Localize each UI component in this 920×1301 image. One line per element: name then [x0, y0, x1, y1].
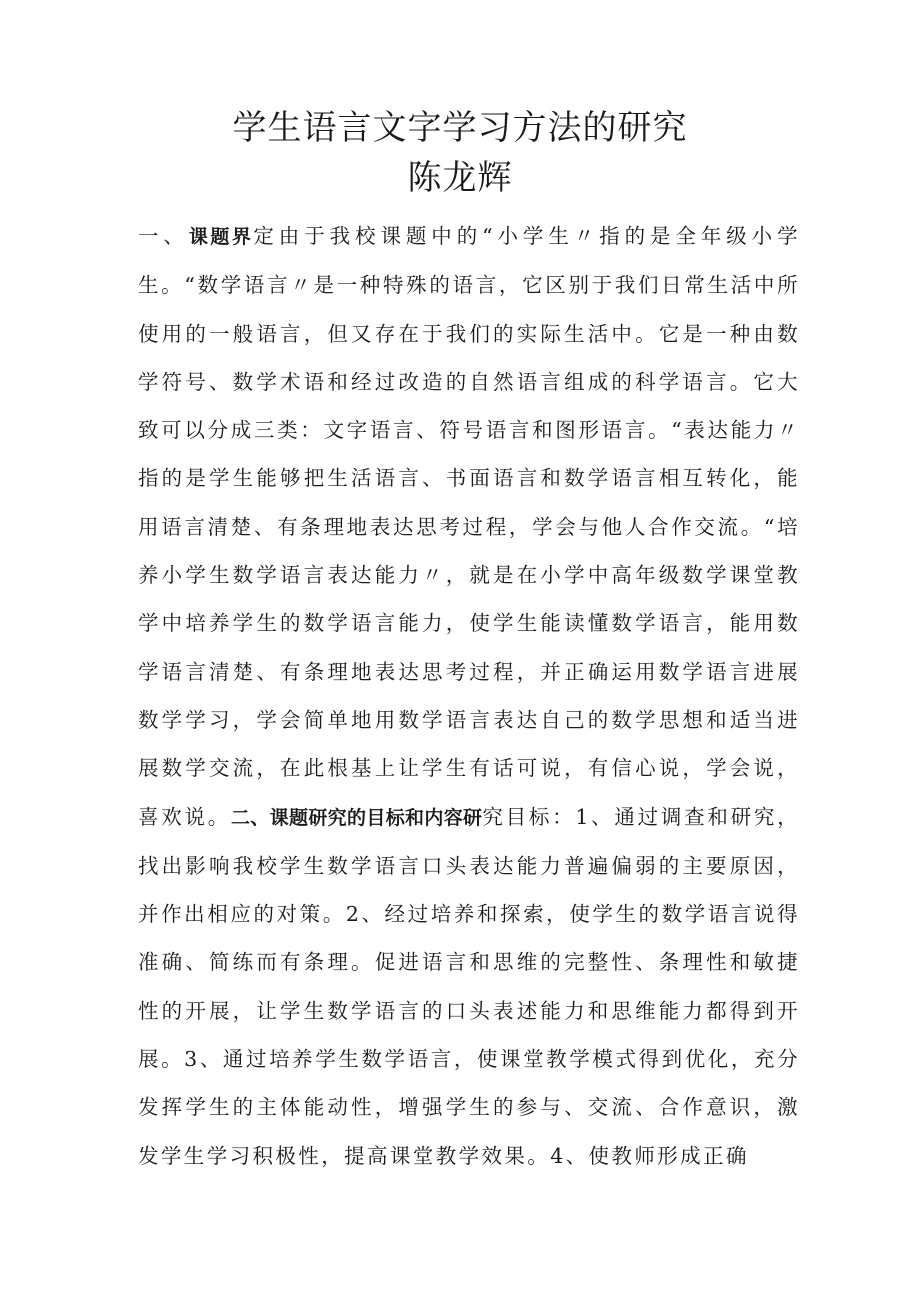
body-text: 究目标：1、通过调查和研究，找出影响我校学生数学语言口头表达能力普遍偏弱的主要原因，并作出相应的对策。2、经过培养和探索，使学生的数学语言说得准确、简练而有条理。促进语言和思维的完整性、条理性和敏捷性的开展，让学生数学语言的口头表述能力和思维能力都得到开展。3、通过培养学生数学语言，使课堂教学模式得到优化，充分发挥学生的主体能动性，增强学生的参与、交流、合作意识，激发学生学习积极性，提高课堂教学效果。4、使教师形成正确: [138, 804, 800, 1168]
author-name: 陈龙辉: [407, 158, 513, 198]
document-title: 学生语言文字学习方法的研究: [232, 108, 688, 148]
body-paragraph: [138, 212, 800, 1180]
section-heading-goals: 二、课题研究的目标和内容研: [230, 806, 483, 829]
section-heading-definition: 课题界: [188, 226, 254, 248]
body-text: 定由于我校课题中的“小学生〃指的是全年级小学生。“数学语言〃是一种特殊的语言，它区别于我们日常生活中所使用的一般语言，但又存在于我们的实际生活中。它是一种由数学符号、数学术语和经过改造的自然语言组成的科学语言。它大致可以分成三类：文字语言、符号语言和图形语言。“表达能力〃指的是学生能够把生活语言、书面语言和数学语言相互转化，能用语言清楚、有条理地表达思考过程，学会与他人合作交流。“培养小学生数学语言表达能力〃，就是在小学中高年级数学课堂教学中培养学生的数学语言能力，使学生能读懂数学语言，能用数学语言清楚、有条理地表达思考过程，并正确运用数学语言进展数学学习，学会简单地用数学语言表达自己的数学思想和适当进展数学交流，在此根基上让学生有话可说，有信心说，学会说，喜欢说。: [138, 224, 800, 829]
section-number: 一、: [138, 224, 189, 248]
